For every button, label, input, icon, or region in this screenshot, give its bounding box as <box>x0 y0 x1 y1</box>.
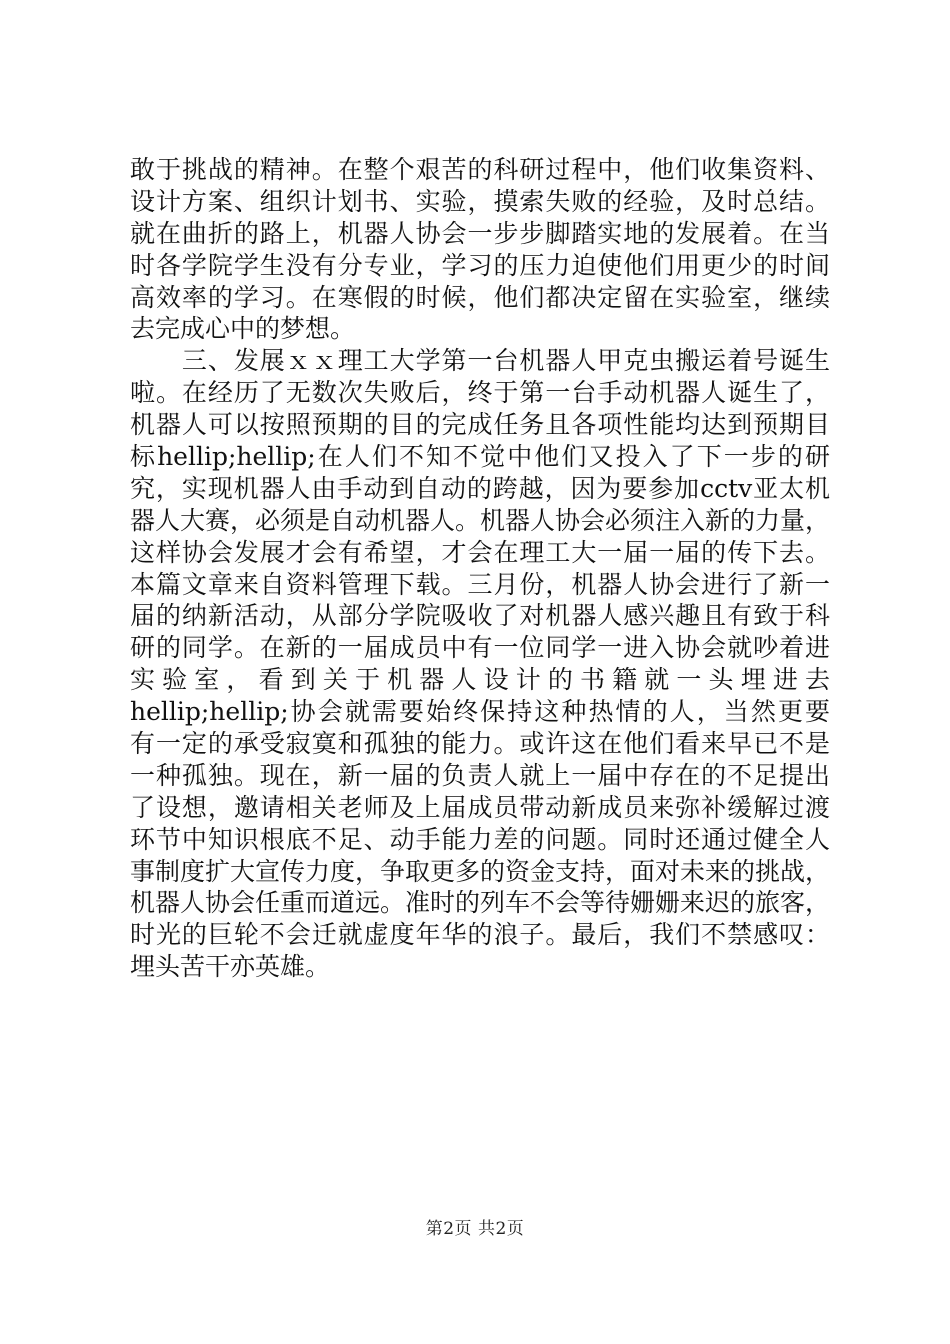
text-line: 去完成心中的梦想。 <box>130 314 356 344</box>
text-line: 三、发展ｘｘ理工大学第一台机器人甲克虫搬运着号诞生 <box>130 346 830 376</box>
text-line: 实验室，看到关于机器人设计的书籍就一头埋进去 <box>130 665 830 695</box>
text-line: 机器人协会任重而道远。准时的列车不会等待姗姗来迟的旅客， <box>130 888 830 918</box>
text-line: 环节中知识根底不足、动手能力差的问题。同时还通过健全人 <box>130 824 830 854</box>
text-line: 标hellip;hellip;在人们不知不觉中他们又投入了下一步的研 <box>130 442 830 472</box>
text-line: 事制度扩大宣传力度，争取更多的资金支持，面对未来的挑战， <box>130 856 830 886</box>
text-line: 机器人可以按照预期的目的完成任务且各项性能均达到预期目 <box>130 410 830 440</box>
text-line: 就在曲折的路上，机器人协会一步步脚踏实地的发展着。在当 <box>130 218 830 248</box>
body-text <box>130 154 830 983</box>
text-line: 究，实现机器人由手动到自动的跨越，因为要参加cctv亚太机 <box>130 473 830 503</box>
page-number: 第2页 共2页 <box>425 1219 525 1239</box>
text-line: 设计方案、组织计划书、实验，摸索失败的经验，及时总结。 <box>130 186 830 216</box>
text-line: hellip;hellip;协会就需要始终保持这种热情的人，当然更要 <box>130 697 830 727</box>
text-line: 高效率的学习。在寒假的时候，他们都决定留在实验室，继续 <box>130 282 830 312</box>
text-line: 埋头苦干亦英雄。 <box>130 952 331 982</box>
text-line: 啦。在经历了无数次失败后，终于第一台手动机器人诞生了， <box>130 378 830 408</box>
text-line: 时光的巨轮不会迁就虚度年华的浪子。最后，我们不禁感叹： <box>130 920 830 950</box>
text-line: 届的纳新活动，从部分学院吸收了对机器人感兴趣且有致于科 <box>130 601 830 631</box>
text-line: 本篇文章来自资料管理下载。三月份，机器人协会进行了新一 <box>130 569 830 599</box>
text-line: 研的同学。在新的一届成员中有一位同学一进入协会就吵着进 <box>130 633 830 663</box>
text-line: 这样协会发展才会有希望，才会在理工大一届一届的传下去。 <box>130 537 830 567</box>
text-line: 有一定的承受寂寞和孤独的能力。或许这在他们看来早已不是 <box>130 729 830 759</box>
text-line: 敢于挑战的精神。在整个艰苦的科研过程中，他们收集资料、 <box>130 155 830 184</box>
text-line: 了设想，邀请相关老师及上届成员带动新成员来弥补缓解过渡 <box>130 792 830 822</box>
text-line: 时各学院学生没有分专业，学习的压力迫使他们用更少的时间 <box>130 250 830 280</box>
text-line: 一种孤独。现在，新一届的负责人就上一届中存在的不足提出 <box>130 760 830 790</box>
text-line: 器人大赛，必须是自动机器人。机器人协会必须注入新的力量， <box>130 505 830 535</box>
